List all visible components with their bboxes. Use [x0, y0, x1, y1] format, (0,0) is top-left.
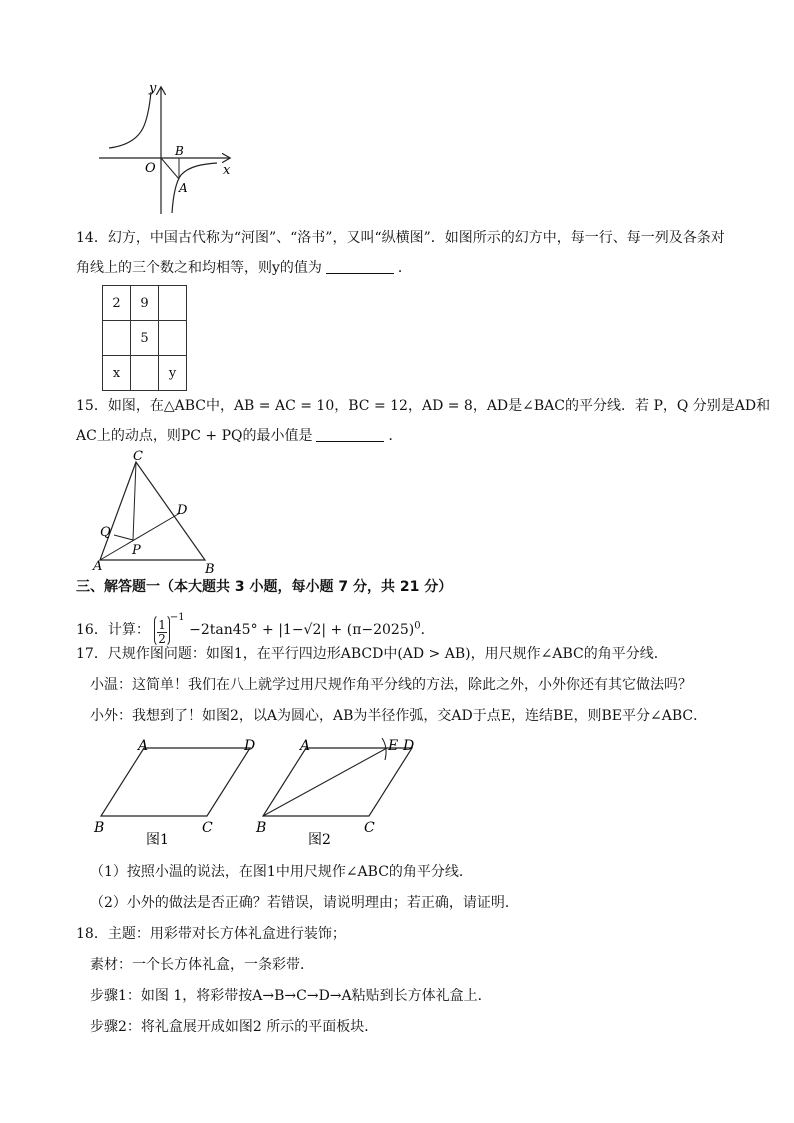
- q18-line-1: 18．主题：用彩带对长方体礼盒进行装饰；: [76, 926, 346, 942]
- q16-line: 16．计算： $\frac{1}{2}$ $^{-1} -2\tan 45^\circ + |1-√2| + (\pi-2025)^0$．: [76, 612, 435, 646]
- magic-row: [103, 286, 187, 321]
- label-a: A: [300, 738, 311, 754]
- parallelogram-abcd-2: [263, 748, 412, 816]
- q15-answer-blank[interactable]: [316, 427, 384, 442]
- label-o: O: [145, 161, 156, 176]
- parallelogram-abcd-1: [101, 748, 250, 816]
- segment-c-p: [133, 462, 136, 540]
- parallelogram-figure-1: [92, 736, 262, 852]
- q15-line-2-text: AC上的动点，则PC + PQ的最小值是: [76, 428, 313, 444]
- magic-cell: 9: [131, 286, 159, 321]
- magic-square: [102, 285, 187, 391]
- triangle-abc: [100, 462, 205, 560]
- q14-line-2-text: 角线上的三个数之和均相等，则y的值为: [76, 260, 322, 276]
- q17-line-3: 小外：我想到了！如图2，以A为圆心，AB为半径作弧，交AD于点E，连结BE，则BE平分∠ABC．: [90, 708, 708, 724]
- q14-line-1: 14．幻方，中国古代称为“河图”、“洛书”，又叫“纵横图”．如图所示的幻方中，每一行、每一列及各条对: [76, 230, 725, 246]
- q14-line-2: 角线上的三个数之和均相等，则y的值为 ．: [76, 260, 412, 276]
- label-b: B: [256, 820, 267, 836]
- q17-line-2: 小温：这简单！我们在八上就学过用尺规作角平分线的方法，除此之外，小外你还有其它做法吗？: [90, 677, 692, 693]
- label-d: D: [403, 738, 415, 754]
- magic-cell: [131, 356, 159, 391]
- curve-second-quadrant: [109, 92, 151, 148]
- label-b: B: [94, 820, 105, 836]
- label-e: E: [388, 738, 399, 754]
- q15-line-2: AC上的动点，则PC + PQ的最小值是 ．: [76, 428, 403, 444]
- segment-o-a: [161, 158, 179, 179]
- segment-p-q: [114, 535, 133, 540]
- label-a: A: [138, 738, 149, 754]
- parallelogram-figure-2: [254, 736, 426, 852]
- magic-cell: 2: [103, 286, 131, 321]
- magic-cell: x: [103, 356, 131, 391]
- q17-sub-1: （1）按照小温的说法，在图1中用尺规作∠ABC的角平分线．: [90, 864, 473, 880]
- magic-cell: y: [159, 356, 187, 391]
- label-a: A: [179, 181, 188, 195]
- q15-line-1: 15．如图，在△ABC中，AB = AC = 10，BC = 12，AD = 8，AD是∠BAC的平分线．若 P，Q 分别是AD和: [76, 398, 771, 414]
- magic-row: [103, 356, 187, 391]
- q17-sub-2: （2）小外的做法是否正确？若错误，请说明理由；若正确，请证明．: [90, 895, 519, 911]
- section-three-heading: 三、解答题一（本大题共 3 小题，每小题 7 分，共 21 分）: [76, 579, 453, 595]
- magic-cell: [103, 321, 131, 356]
- arc-mark: [382, 738, 386, 760]
- label-y: y: [149, 81, 157, 96]
- label-d: D: [244, 738, 256, 754]
- magic-cell: 5: [131, 321, 159, 356]
- label-c: C: [133, 449, 143, 464]
- q18-line-3: 步骤1：如图 1，将彩带按A→B→C→D→A粘贴到长方体礼盒上．: [90, 988, 492, 1004]
- label-a: A: [93, 559, 103, 574]
- label-c: C: [364, 820, 375, 836]
- label-p: P: [132, 543, 141, 558]
- q18-line-2: 素材：一个长方体礼盒，一条彩带．: [90, 957, 314, 973]
- q17-line-1: 17．尺规作图问题：如图1，在平行四边形ABCD中(AD > AB)，用尺规作∠ABC的角平分线．: [76, 646, 668, 662]
- label-q: Q: [100, 525, 111, 540]
- label-c: C: [202, 820, 213, 836]
- figure-1-caption: 图1: [146, 832, 169, 848]
- label-b: B: [175, 144, 184, 158]
- hyperbola-figure: [95, 80, 240, 220]
- label-x: x: [223, 163, 231, 178]
- fraction-one-half: $\frac{1}{2}$: [154, 614, 170, 647]
- figure-2-caption: 图2: [308, 832, 331, 848]
- magic-row: [103, 321, 187, 356]
- q18-line-4: 步骤2：将礼盒展开成如图2 所示的平面板块．: [90, 1019, 379, 1035]
- segment-b-e: [263, 748, 387, 816]
- label-d: D: [177, 503, 188, 518]
- magic-cell: [159, 321, 187, 356]
- label-b: B: [205, 562, 215, 576]
- q14-answer-blank[interactable]: [326, 259, 394, 274]
- magic-cell: [159, 286, 187, 321]
- triangle-figure: [90, 448, 225, 576]
